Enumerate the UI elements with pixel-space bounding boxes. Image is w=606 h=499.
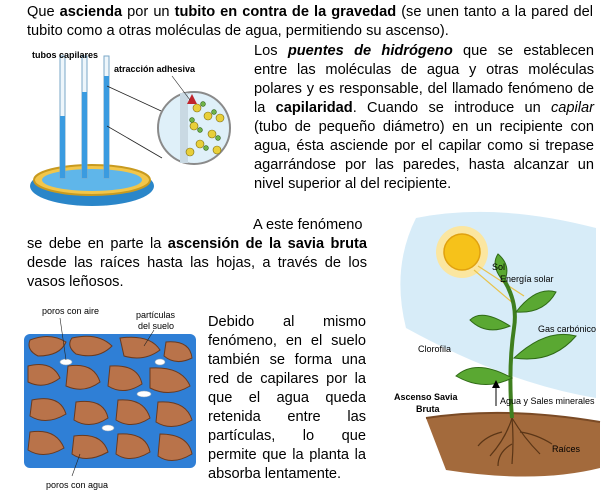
paragraph-2-line-5: (tubo de pequeño diámetro) en un recipiente con	[254, 119, 594, 135]
plant-figure	[386, 208, 602, 492]
label-del-suelo: del suelo	[138, 321, 175, 331]
paragraph-2-line-4: la capilaridad. Cuando se introduce un capilar	[254, 100, 594, 116]
label-atraccion-adhesiva: atracción adhesiva	[114, 64, 196, 74]
paragraph-2-line-8: nivel superior al del recipiente.	[254, 176, 452, 192]
paragraph-3-line-2: se debe en parte la ascensión de la savia bruta	[27, 236, 367, 252]
paragraph-2-line-3: polares y es responsable, del llamado fenómeno de	[254, 81, 594, 97]
paragraph-3	[27, 216, 367, 292]
paragraph-1	[27, 3, 593, 41]
soil-pores-figure	[20, 304, 202, 492]
paragraph-4-line-8: permite que la planta la	[208, 447, 366, 463]
paragraph-1-line-1: Que ascienda por un tubito en contra de la gravedad (se unen tanto a la pared del	[27, 4, 594, 20]
paragraph-2-line-6: agua, ésta asciende por el capilar como si trepase	[254, 138, 594, 154]
paragraph-4-line-5: que el agua queda	[208, 390, 366, 406]
paragraph-2-line-7: agarrándose por las paredes, hasta alcanzar un	[254, 157, 594, 173]
paragraph-4-line-1: Debido al mismo	[208, 314, 366, 330]
paragraph-4	[208, 313, 366, 484]
paragraph-2-line-2: entre las moléculas de agua y otras moléculas	[254, 62, 594, 78]
paragraph-4-line-9: absorba lentamente.	[208, 466, 342, 482]
label-ascenso-savia: Ascenso Savia	[394, 392, 458, 402]
paragraph-4-line-3: también se forma una	[208, 352, 366, 368]
capillary-tubes-figure	[22, 46, 252, 216]
label-poros-con-agua: poros con agua	[46, 480, 109, 490]
label-tubos-capilares: tubos capilares	[32, 50, 99, 60]
sun-icon	[436, 226, 488, 278]
label-sol: Sol	[492, 262, 506, 272]
paragraph-4-line-4: red de capilares por la	[208, 371, 366, 387]
paragraph-4-line-2: fenómeno, en el suelo	[208, 333, 366, 349]
paragraph-3-line-4: vasos leñosos.	[27, 274, 124, 290]
label-agua-sales: Agua y Sales minerales	[500, 396, 595, 406]
label-particulas: partículas	[136, 310, 176, 320]
paragraph-2-line-1: Los puentes de hidrógeno que se establecen	[254, 43, 594, 59]
label-energia-solar: Energía solar	[500, 274, 554, 284]
label-clorofila: Clorofila	[418, 344, 452, 354]
paragraph-3-line-3: desde las raíces hasta las hojas, a través de los	[27, 255, 367, 271]
label-gas-carbonico: Gas carbónico	[538, 324, 597, 334]
paragraph-3-line-1: A este fenómeno	[253, 217, 363, 233]
label-poros-con-aire: poros con aire	[42, 306, 100, 316]
paragraph-4-line-6: retenida entre las	[208, 409, 366, 425]
paragraph-1-line-2: tubito como a otras moléculas de agua, permitiendo su ascenso).	[27, 23, 449, 39]
label-bruta: Bruta	[416, 404, 440, 414]
paragraph-4-line-7: partículas, lo que	[208, 428, 366, 444]
paragraph-2	[254, 42, 594, 194]
label-raices: Raíces	[552, 444, 581, 454]
